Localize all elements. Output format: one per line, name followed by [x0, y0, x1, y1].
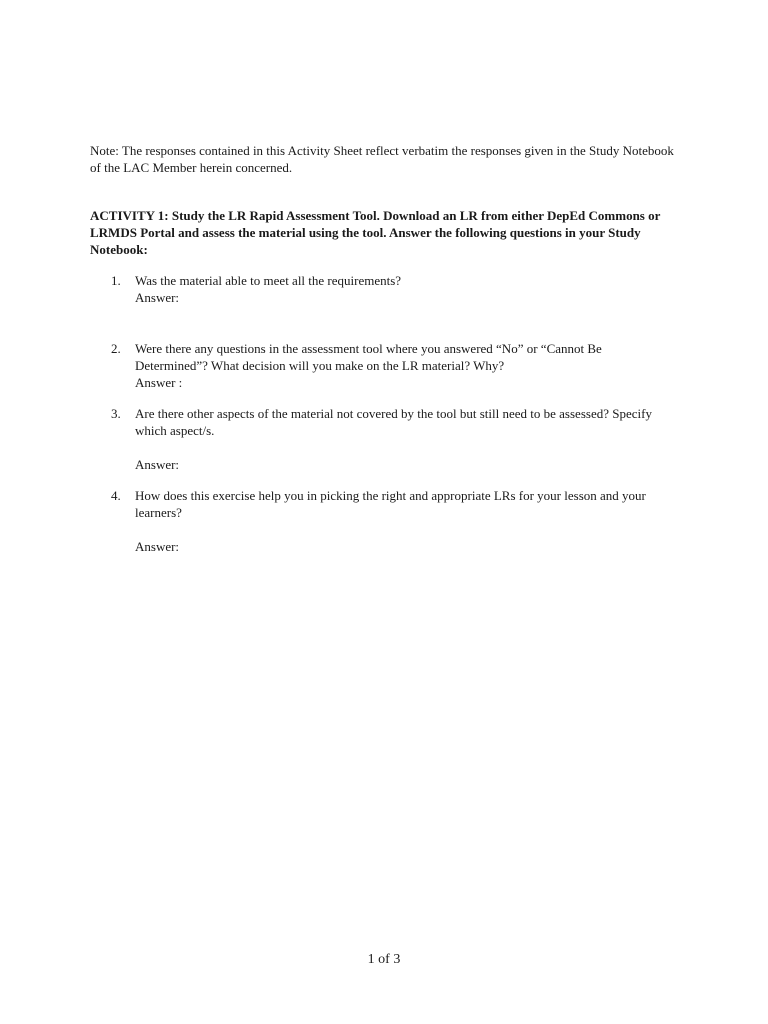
question-number: 3.	[111, 406, 121, 421]
answer-label: Answer:	[135, 457, 180, 472]
answer-spacer	[135, 439, 675, 456]
question-number: 2.	[111, 341, 121, 356]
question-body	[135, 405, 675, 473]
question-text: Are there other aspects of the material not covered by the tool but still need to be assessed? Specify which aspect/s.	[135, 406, 652, 438]
question-text: How does this exercise help you in picking the right and appropriate LRs for your lesson and your learners?	[135, 488, 646, 520]
question-number: 4.	[111, 488, 121, 503]
answer-label: Answer:	[135, 539, 180, 554]
question-text: Was the material able to meet all the requirements?	[135, 273, 402, 288]
answer-label: Answer:	[135, 290, 180, 305]
question-body	[135, 487, 675, 555]
question-number: 1.	[111, 273, 121, 288]
answer-spacer	[135, 521, 675, 538]
question-body	[135, 340, 675, 391]
page-indicator: 1 of 3	[367, 952, 401, 967]
question-text: Were there any questions in the assessment tool where you answered “No” or “Cannot Be Determined”? What decision will you make on the LR material? Why?	[135, 341, 602, 373]
question-body	[135, 272, 675, 306]
activity-heading: ACTIVITY 1: Study the LR Rapid Assessment Tool. Download an LR from either DepEd Commons or LRMDS Portal and assess the material using the tool. Answer the following questions in your Study Notebook:	[90, 208, 661, 257]
answer-label: Answer :	[135, 375, 183, 390]
note-paragraph: Note: The responses contained in this Activity Sheet reflect verbatim the responses given in the Study Notebook of the LAC Member herein concerned.	[90, 143, 674, 175]
